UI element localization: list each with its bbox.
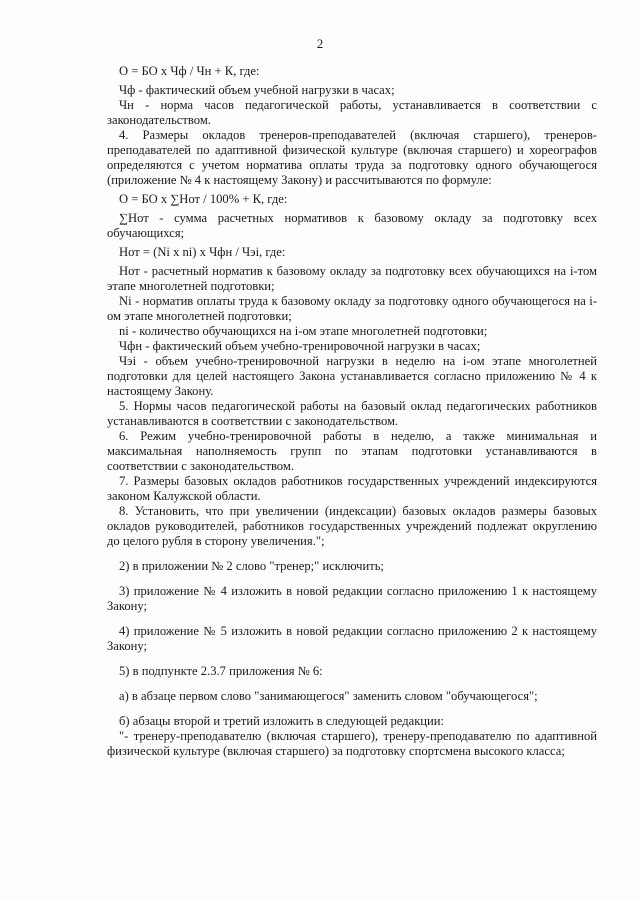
formula-not: Нот = (Ni x ni) х Чфн / Чэi, где: — [119, 245, 286, 259]
amendment-5a: а) в абзаце первом слово "занимающегося" заменить словом "обучающегося"; — [119, 689, 538, 703]
definition-sum-not: ∑Нот - сумма расчетных нормативов к базовому окладу за подготовку всех обучающихся; — [107, 211, 597, 240]
paragraph-8: 8. Установить, что при увеличении (индексации) базовых окладов размеры базовых окладов руководителей, работников государственных учреждений подлежат округлению до целого рубля в сторону увеличения."; — [107, 504, 597, 548]
definition-chei: Чэi - объем учебно-тренировочной нагрузки в неделю на i-ом этапе многолетней подготовки для целей настоящего Закона устанавливается согласно приложению № 4 к настоящему Закону. — [107, 354, 597, 398]
document-body — [107, 64, 597, 759]
amendment-4: 4) приложение № 5 изложить в новой редакции согласно приложению 2 к настоящему Закону; — [107, 624, 597, 653]
paragraph-6: 6. Режим учебно-тренировочной работы в неделю, а также минимальная и максимальная наполняемость групп по этапам подготовки устанавливаются в соответствии с законодательством. — [107, 429, 597, 473]
formula-salary-sum: О = БО х ∑Нот / 100% + К, где: — [119, 192, 288, 206]
amendment-5b: б) абзацы второй и третий изложить в следующей редакции: — [119, 714, 445, 728]
paragraph-7: 7. Размеры базовых окладов работников государственных учреждений индексируются законом Калужской области. — [107, 474, 597, 503]
page-number: 2 — [316, 36, 324, 51]
definition-chfn: Чфн - фактический объем учебно-тренировочной нагрузки в часах; — [119, 339, 481, 353]
quoted-text: "- тренеру-преподавателю (включая старшего), тренеру-преподавателю по адаптивной физической культуре (включая старшего) за подготовку спортсмена высокого класса; — [107, 729, 597, 758]
formula-salary: О = БО х Чф / Чн + К, где: — [119, 64, 260, 78]
definition-chf: Чф - фактический объем учебной нагрузки в часах; — [119, 83, 395, 97]
amendment-3: 3) приложение № 4 изложить в новой редакции согласно приложению 1 к настоящему Закону; — [107, 584, 597, 613]
paragraph-4: 4. Размеры окладов тренеров-преподавателей (включая старшего), тренеров-преподавателей по адаптивной физической культуре (включая старшего) и хореографов определяются с учетом норматива оплаты труда за подготовку одного обучающегося (приложение № 4 к настоящему Закону) и рассчитываются по формуле: — [107, 128, 597, 187]
amendment-5: 5) в подпункте 2.3.7 приложения № 6: — [119, 664, 323, 678]
paragraph-5: 5. Нормы часов педагогической работы на базовый оклад педагогических работников устанавливаются в соответствии с законодательством. — [107, 399, 597, 428]
amendment-2: 2) в приложении № 2 слово "тренер;" исключить; — [119, 559, 384, 573]
definition-chn: Чн - норма часов педагогической работы, устанавливается в соответствии с законодательством. — [107, 98, 597, 127]
definition-ni-lower: ni - количество обучающихся на i-ом этапе многолетней подготовки; — [119, 324, 488, 338]
definition-ni-upper: Ni - норматив оплаты труда к базовому окладу за подготовку одного обучающегося на i-ом этапе многолетней подготовки; — [107, 294, 597, 323]
definition-not: Нот - расчетный норматив к базовому окладу за подготовку всех обучающихся на i-том этапе многолетней подготовки; — [107, 264, 597, 293]
